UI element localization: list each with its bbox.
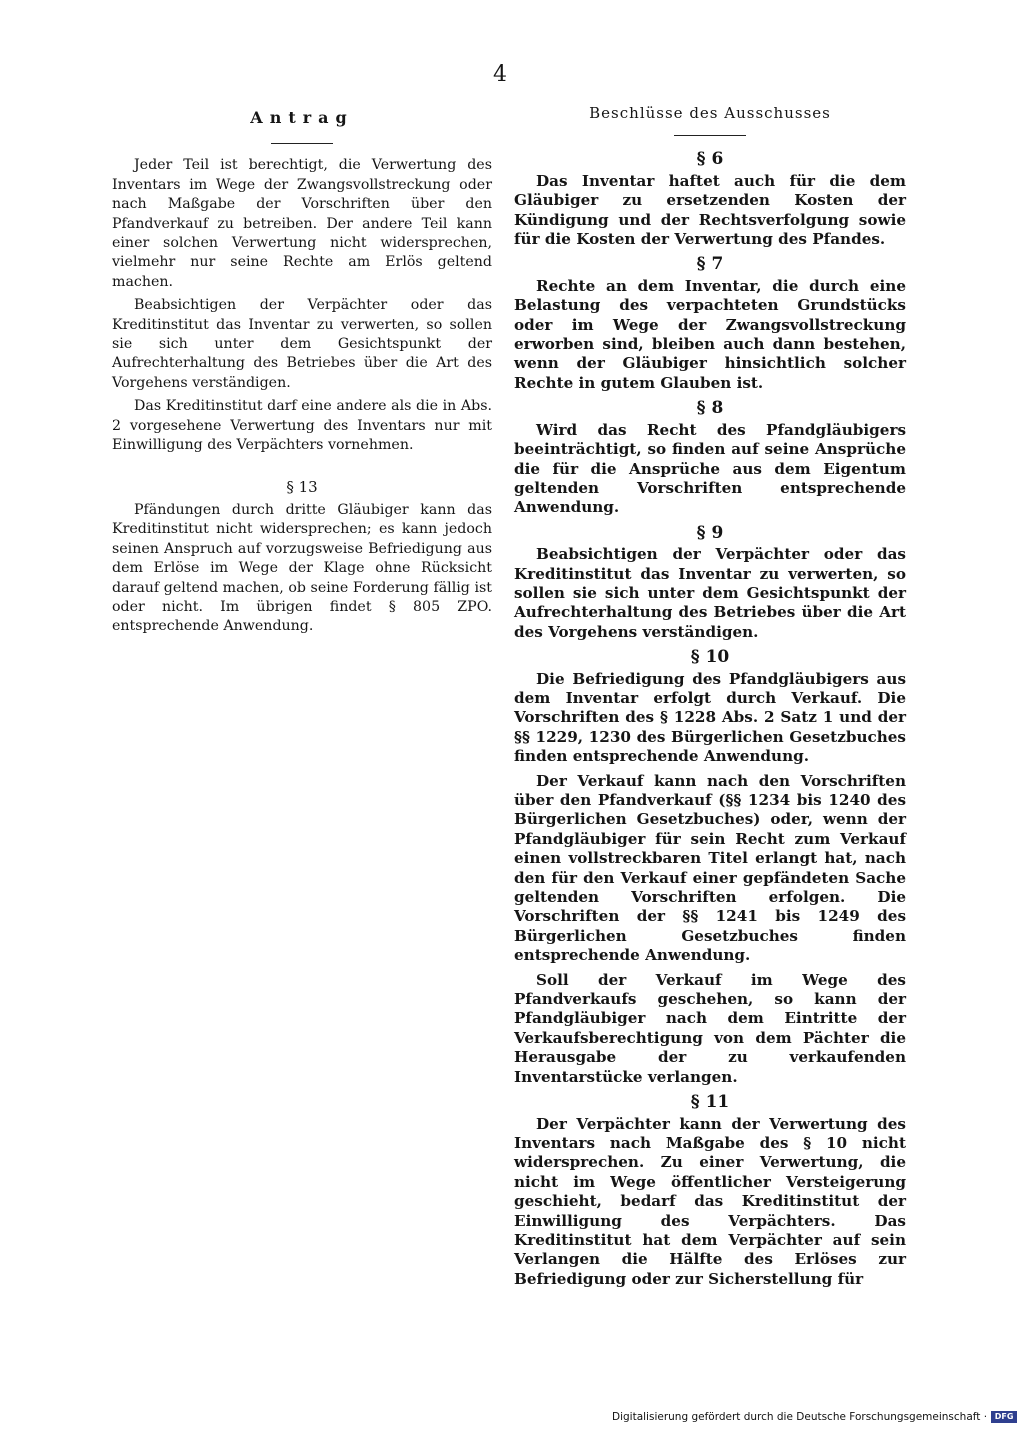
section-13-text: Pfändungen durch dritte Gläubiger kann das Kreditinstitut nicht widersprechen; es kann jedoch seinen Anspruch auf vorzugsweise Befriedigung aus dem Erlöse im Wege der Klage ohne Rücksicht darauf geltend machen, ob seine Forderung fällig ist oder nicht. Im übrigen findet § 805 ZPO. entsprechende Anwendung. <box>112 501 492 635</box>
left-paragraph: Beabsichtigen der Verpächter oder das Kreditinstitut das Inventar zu verwerten, so sollen sie sich unter dem Gesichtspunkt der Aufrechterhaltung des Betriebes über die Art des Vorgehens verständigen. <box>112 297 492 391</box>
page-number: 4 <box>493 62 507 87</box>
left-paragraph: Das Kreditinstitut darf eine andere als die in Abs. 2 vorgesehene Verwertung des Inventars nur mit Einwilligung des Verpächters vornehmen. <box>112 398 492 454</box>
section-10-paragraph-1: Die Befriedigung des Pfandgläubigers aus dem Inventar erfolgt durch Verkauf. Die Vorschriften des § 1228 Abs. 2 Satz 1 und der §§ 1229, 1230 des Bürgerlichen Gesetzbuches finden entsprechende Anwendung. <box>514 669 906 766</box>
section-11-text: Der Verpächter kann der Verwertung des Inventars nach Maßgabe des § 10 nicht widersprechen. Zu einer Verwertung, die nicht im Wege öffentlicher Versteigerung geschieht, bedarf das Kreditinstitut der Einwilligung des Verpächters. Das Kreditinstitut hat dem Verpächter auf sein Verlangen die Hälfte des Erlöses zur Befriedigung oder zur Sicherstellung für <box>514 1114 906 1288</box>
left-column-heading: Antrag <box>250 108 354 127</box>
section-8 <box>514 399 906 517</box>
section-10 <box>514 648 906 1087</box>
section-7-text: Rechte an dem Inventar, die durch eine Belastung des verpachteten Grundstücks oder im Wege der Zwangsvollstreckung erworben sind, bleiben auch dann bestehen, wenn der Gläubiger hinsichtlich solcher Rechte in gutem Glauben ist. <box>514 276 906 392</box>
section-10-title: § 10 <box>690 647 730 668</box>
section-7-title: § 7 <box>696 254 724 275</box>
section-10-paragraph-3: Soll der Verkauf im Wege des Pfandverkaufs geschehen, so kann der Pfandgläubiger nach dem Eintritte der Verkaufsberechtigung von dem Pächter die Herausgabe der zu verkaufenden Inventarstücke verlangen. <box>514 970 906 1086</box>
section-9 <box>514 524 906 642</box>
section-10-paragraph-2: Der Verkauf kann nach den Vorschriften über den Pfandverkauf (§§ 1234 bis 1240 des Bürgerlichen Gesetzbuches) oder, wenn der Pfandgläubiger für sein Recht zum Verkauf einen vollstreckbaren Titel erlangt hat, nach den für den Verkauf einer gepfändeten Sache geltenden Vorschriften erfolgen. Die Vorschriften der §§ 1241 bis 1249 des Bürgerlichen Gesetzbuches finden entsprechende Anwendung. <box>514 771 906 965</box>
heading-rule <box>271 143 333 144</box>
right-column-beschluesse <box>514 104 906 1295</box>
section-6-title: § 6 <box>696 149 724 170</box>
heading-rule <box>674 135 746 136</box>
section-8-title: § 8 <box>696 398 724 419</box>
footer-text: Digitalisierung gefördert durch die Deutsche Forschungsgemeinschaft · <box>612 1411 988 1423</box>
section-11-title: § 11 <box>690 1092 730 1113</box>
section-6-text: Das Inventar haftet auch für die dem Gläubiger zu ersetzenden Kosten der Kündigung und der Rechtsverfolgung sowie für die Kosten der Verwertung des Pfandes. <box>514 171 906 249</box>
dfg-logo: DFG <box>991 1411 1017 1423</box>
section-13-title: § 13 <box>286 477 318 496</box>
section-11 <box>514 1093 906 1289</box>
digitization-footer <box>612 1411 1014 1428</box>
right-column-heading: Beschlüsse des Ausschusses <box>589 104 831 122</box>
left-paragraph: Jeder Teil ist berechtigt, die Verwertung des Inventars im Wege der Zwangsvollstreckung oder nach Maßgabe der Vorschriften über den Pfandverkauf zu betreiben. Der andere Teil kann einer solchen Verwertung nicht widersprechen, vielmehr nur seine Rechte am Erlös geltend machen. <box>112 157 492 290</box>
left-column-antrag <box>112 108 492 641</box>
section-7 <box>514 255 906 393</box>
section-8-text: Wird das Recht des Pfandgläubigers beeinträchtigt, so finden auf seine Ansprüche die für die Ansprüche aus dem Eigentum geltenden Vorschriften entsprechende Anwendung. <box>514 420 906 517</box>
section-9-title: § 9 <box>696 522 724 543</box>
section-6 <box>514 150 906 249</box>
section-9-text: Beabsichtigen der Verpächter oder das Kreditinstitut das Inventar zu verwerten, so sollen sie sich unter dem Gesichtspunkt der Aufrechterhaltung des Betriebes über die Art des Vorgehens verständigen. <box>514 545 906 641</box>
